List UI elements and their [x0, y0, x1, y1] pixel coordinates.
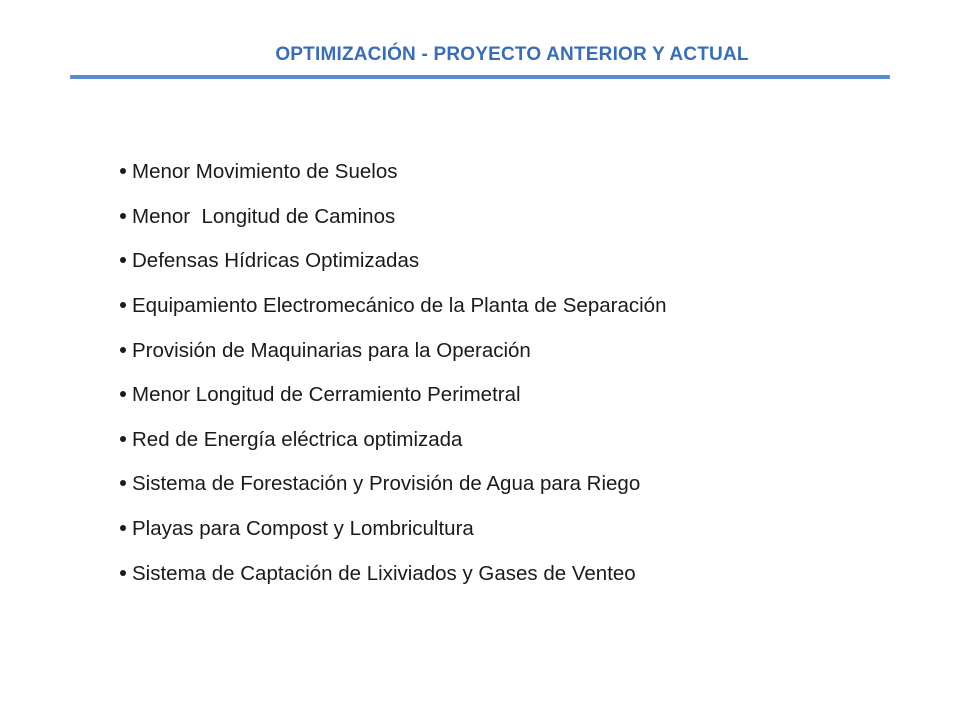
- bullet-text: Provisión de Maquinarias para la Operación: [132, 338, 531, 362]
- bullet-item: [120, 462, 666, 507]
- bullet-dot-icon: [120, 480, 126, 486]
- bullet-text: Sistema de Forestación y Provisión de Agua para Riego: [132, 472, 641, 496]
- bullet-text: Playas para Compost y Lombricultura: [132, 517, 474, 541]
- bullet-text: Menor Longitud de Cerramiento Perimetral: [132, 383, 521, 407]
- bullet-dot-icon: [120, 525, 126, 531]
- bullet-text: Sistema de Captación de Lixiviados y Gases de Venteo: [132, 561, 636, 585]
- bullet-item: [120, 373, 666, 418]
- bullet-item: [120, 195, 666, 240]
- bullet-item: [120, 239, 666, 284]
- bullet-item: [120, 328, 666, 373]
- title-underline: [70, 75, 890, 79]
- bullet-item: [120, 507, 666, 552]
- bullet-item: [120, 284, 666, 329]
- bullet-dot-icon: [120, 213, 126, 219]
- bullet-dot-icon: [120, 570, 126, 576]
- bullet-dot-icon: [120, 257, 126, 263]
- bullet-dot-icon: [120, 347, 126, 353]
- bullet-item: [120, 418, 666, 463]
- bullet-dot-icon: [120, 168, 126, 174]
- bullet-dot-icon: [120, 391, 126, 397]
- bullet-text: Menor Movimiento de Suelos: [132, 160, 398, 184]
- bullet-dot-icon: [120, 436, 126, 442]
- bullet-item: [120, 150, 666, 195]
- slide-title: OPTIMIZACIÓN - PROYECTO ANTERIOR Y ACTUAL: [275, 44, 749, 65]
- bullet-item: [120, 551, 666, 596]
- bullet-text: Defensas Hídricas Optimizadas: [132, 249, 420, 273]
- bullet-text: Menor Longitud de Caminos: [132, 204, 396, 228]
- bullet-text: Equipamiento Electromecánico de la Planta de Separación: [132, 294, 667, 318]
- bullet-dot-icon: [120, 302, 126, 308]
- bullet-text: Red de Energía eléctrica optimizada: [132, 427, 463, 451]
- bullet-list: [120, 150, 666, 596]
